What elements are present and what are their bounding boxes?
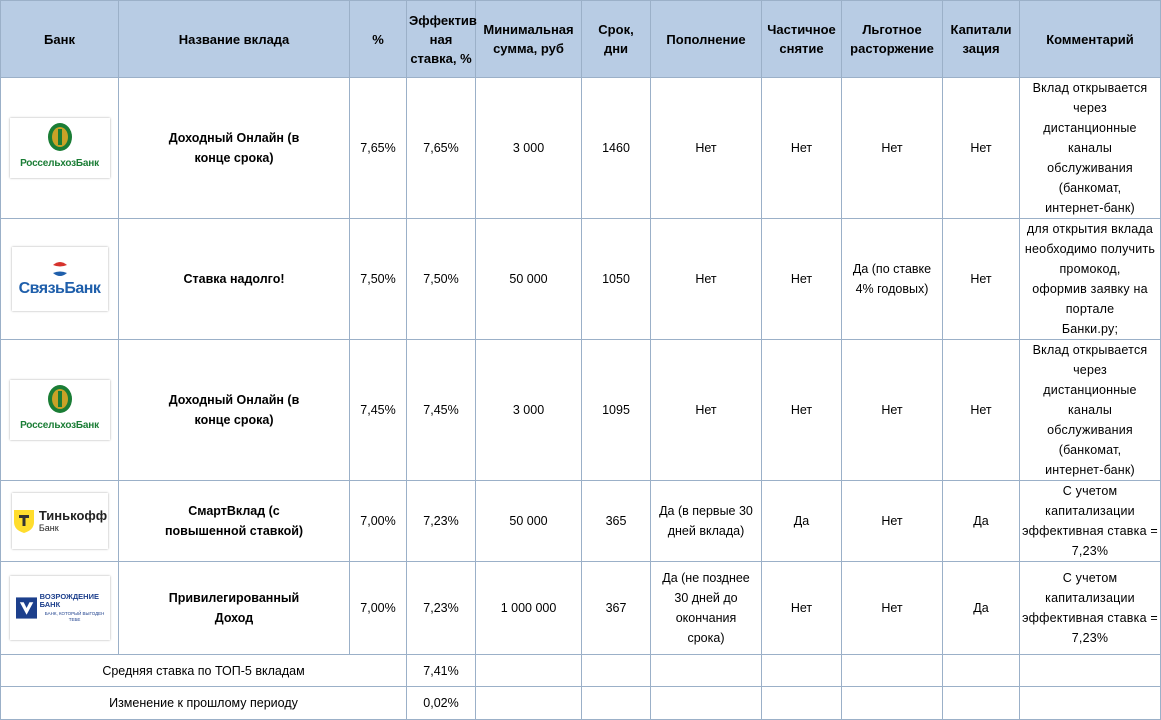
header-min-sum-line: Минимальная <box>483 22 574 37</box>
empty-cell <box>842 687 943 720</box>
early-termination-cell: Нет <box>842 481 943 562</box>
effective-rate-cell: 7,23% <box>407 562 476 655</box>
svyazbank-logo <box>12 247 108 311</box>
empty-cell <box>762 687 842 720</box>
capitalization-cell: Нет <box>943 340 1020 481</box>
effective-rate-cell: 7,45% <box>407 340 476 481</box>
topup-cell <box>651 562 762 655</box>
deposit-name-cell <box>119 481 350 562</box>
rate-cell: 7,65% <box>350 78 407 219</box>
min-sum-cell: 50 000 <box>476 481 582 562</box>
capitalization-cell: Нет <box>943 219 1020 340</box>
comment-line: обслуживания (банкомат, <box>1047 161 1133 195</box>
term-cell: 365 <box>582 481 651 562</box>
table-row <box>1 340 1161 481</box>
deposit-name-line: Доход <box>214 611 254 625</box>
deposit-name-line: СмартВклад (с <box>188 504 280 518</box>
effective-rate-cell: 7,65% <box>407 78 476 219</box>
header-rate: % <box>350 1 407 78</box>
rosselkhozbank-logo-text: РоссельхозБанк <box>20 420 99 431</box>
deposit-name-cell <box>119 78 350 219</box>
comment-line: эффективная ставка = 7,23% <box>1022 524 1158 558</box>
empty-cell <box>842 655 943 687</box>
early-termination-cell: Нет <box>842 562 943 655</box>
comment-cell <box>1020 219 1161 340</box>
topup-cell: Нет <box>651 340 762 481</box>
topup-cell <box>651 481 762 562</box>
comment-line: необходимо получить промокод, <box>1024 242 1156 276</box>
min-sum-cell: 3 000 <box>476 340 582 481</box>
deposit-name-line: Доходный Онлайн (в <box>168 393 300 407</box>
empty-cell <box>651 687 762 720</box>
topup-line: срока) <box>687 631 725 645</box>
empty-cell <box>582 687 651 720</box>
vozrozhdenie-logo-word: ВОЗРОЖДЕНИЕ <box>39 592 99 601</box>
header-term-line: Срок, <box>598 22 634 37</box>
rate-cell: 7,00% <box>350 562 407 655</box>
capitalization-cell: Да <box>943 562 1020 655</box>
table-row <box>1 481 1161 562</box>
term-cell: 1460 <box>582 78 651 219</box>
tinkoff-logo-text <box>39 509 107 533</box>
comment-cell <box>1020 340 1161 481</box>
vozrozhdenie-emblem-icon <box>16 597 37 619</box>
change-label: Изменение к прошлому периоду <box>1 687 407 720</box>
rate-cell: 7,00% <box>350 481 407 562</box>
deposit-name-cell <box>119 340 350 481</box>
comment-cell <box>1020 78 1161 219</box>
deposit-name-line: Доходный Онлайн (в <box>168 131 300 145</box>
deposit-name-line: конце срока) <box>194 151 274 165</box>
header-effective-rate-line: Эффектив <box>409 12 477 28</box>
topup-line: 30 дней до <box>674 591 738 605</box>
vozrozhdenie-logo <box>10 576 110 640</box>
term-cell: 1095 <box>582 340 651 481</box>
table-row <box>1 562 1161 655</box>
header-term <box>582 1 651 78</box>
early-termination-cell: Нет <box>842 340 943 481</box>
header-row <box>1 1 1161 78</box>
tinkoff-logo-subword: Банк <box>38 523 59 533</box>
header-early-line: Льготное <box>862 22 922 37</box>
comment-line: дистанционные каналы <box>1043 383 1137 417</box>
partial-withdrawal-cell: Нет <box>762 562 842 655</box>
tinkoff-logo-word: Тинькофф <box>38 508 108 523</box>
rosselkhozbank-logo <box>10 380 110 440</box>
deposit-name-line: повышенной ставкой) <box>164 524 304 538</box>
header-partial-line: Частичное <box>767 22 836 37</box>
bank-cell <box>1 481 119 562</box>
term-cell: 1050 <box>582 219 651 340</box>
comment-line: эффективная ставка = 7,23% <box>1022 611 1158 645</box>
comment-line: С учетом капитализации <box>1045 571 1135 605</box>
rosselkhozbank-logo <box>10 118 110 178</box>
topup-cell: Нет <box>651 78 762 219</box>
topup-line: дней вклада) <box>667 524 745 538</box>
header-effective-rate-line: ная <box>429 31 453 47</box>
comment-line: С учетом капитализации <box>1045 484 1135 518</box>
rate-cell: 7,45% <box>350 340 407 481</box>
topup-line: Да (в первые 30 <box>659 504 753 518</box>
header-term-line: дни <box>603 41 629 56</box>
summary-row <box>1 687 1161 720</box>
topup-cell: Нет <box>651 219 762 340</box>
capitalization-cell: Да <box>943 481 1020 562</box>
empty-cell <box>582 655 651 687</box>
deposit-name-cell: Ставка надолго! <box>119 219 350 340</box>
comment-line: обслуживания (банкомат, <box>1047 423 1133 457</box>
header-cap-line: зация <box>962 41 1000 56</box>
term-cell: 367 <box>582 562 651 655</box>
comment-line: Банки.ру; <box>1061 322 1119 336</box>
bank-cell <box>1 340 119 481</box>
topup-line: окончания <box>675 611 737 625</box>
comment-line: Вклад открывается через <box>1032 343 1148 377</box>
header-partial-withdrawal <box>762 1 842 78</box>
average-rate-label: Средняя ставка по ТОП-5 вкладам <box>1 655 407 687</box>
min-sum-cell: 50 000 <box>476 219 582 340</box>
partial-withdrawal-cell: Нет <box>762 219 842 340</box>
header-min-sum <box>476 1 582 78</box>
summary-row <box>1 655 1161 687</box>
rate-cell: 7,50% <box>350 219 407 340</box>
header-effective-rate <box>407 1 476 78</box>
vozrozhdenie-logo-text <box>40 593 110 623</box>
svyazbank-emblem-icon <box>50 259 70 279</box>
comment-line: дистанционные каналы <box>1043 121 1137 155</box>
bank-cell <box>1 219 119 340</box>
header-early-line: расторжение <box>850 41 934 56</box>
deposit-name-line: конце срока) <box>194 413 274 427</box>
header-partial-line: снятие <box>779 41 824 56</box>
comment-line: оформив заявку на портале <box>1032 282 1148 316</box>
bank-cell <box>1 562 119 655</box>
empty-cell <box>943 655 1020 687</box>
topup-line: Да (не позднее <box>662 571 750 585</box>
header-deposit-name: Название вклада <box>119 1 350 78</box>
empty-cell <box>943 687 1020 720</box>
tinkoff-emblem-icon <box>12 508 36 534</box>
empty-cell <box>476 655 582 687</box>
header-min-sum-line: сумма, руб <box>493 41 564 56</box>
vozrozhdenie-logo-word: БАНК <box>39 600 61 609</box>
rosselkhozbank-logo-text: РоссельхозБанк <box>20 158 99 169</box>
partial-withdrawal-cell: Нет <box>762 78 842 219</box>
empty-cell <box>1020 687 1161 720</box>
capitalization-cell: Нет <box>943 78 1020 219</box>
change-value: 0,02% <box>407 687 476 720</box>
empty-cell <box>651 655 762 687</box>
svyazbank-logo-text: СвязьБанк <box>18 280 101 297</box>
comment-line: Вклад открывается через <box>1032 81 1148 115</box>
effective-rate-cell: 7,23% <box>407 481 476 562</box>
comment-cell <box>1020 562 1161 655</box>
early-termination-cell: Нет <box>842 78 943 219</box>
deposit-name-cell <box>119 562 350 655</box>
comment-line: для открытия вклада <box>1026 222 1154 236</box>
partial-withdrawal-cell: Да <box>762 481 842 562</box>
header-comment: Комментарий <box>1020 1 1161 78</box>
table-row <box>1 219 1161 340</box>
comment-line: интернет-банк) <box>1045 463 1135 477</box>
vozrozhdenie-logo-slogan: БАНК, КОТОРЫЙ ВЫГОДЕН ТЕБЕ <box>44 611 105 622</box>
tinkoff-logo <box>12 493 108 549</box>
header-topup: Пополнение <box>651 1 762 78</box>
min-sum-cell: 3 000 <box>476 78 582 219</box>
header-capitalization <box>943 1 1020 78</box>
table-row <box>1 78 1161 219</box>
average-rate-value: 7,41% <box>407 655 476 687</box>
rosselkhozbank-emblem-icon <box>47 384 73 414</box>
empty-cell <box>762 655 842 687</box>
header-cap-line: Капитали <box>950 22 1012 37</box>
bank-cell <box>1 78 119 219</box>
early-termination-cell <box>842 219 943 340</box>
partial-withdrawal-cell: Нет <box>762 340 842 481</box>
comment-line: интернет-банк) <box>1045 201 1135 215</box>
effective-rate-cell: 7,50% <box>407 219 476 340</box>
early-termination-line: 4% годовых) <box>855 282 929 296</box>
early-termination-line: Да (по ставке <box>852 262 932 276</box>
empty-cell <box>476 687 582 720</box>
rosselkhozbank-emblem-icon <box>47 122 73 152</box>
header-effective-rate-line: ставка, % <box>410 50 472 66</box>
deposit-name-line: Привилегированный <box>168 591 300 605</box>
min-sum-cell: 1 000 000 <box>476 562 582 655</box>
empty-cell <box>1020 655 1161 687</box>
header-bank: Банк <box>1 1 119 78</box>
comment-cell <box>1020 481 1161 562</box>
header-early-termination <box>842 1 943 78</box>
